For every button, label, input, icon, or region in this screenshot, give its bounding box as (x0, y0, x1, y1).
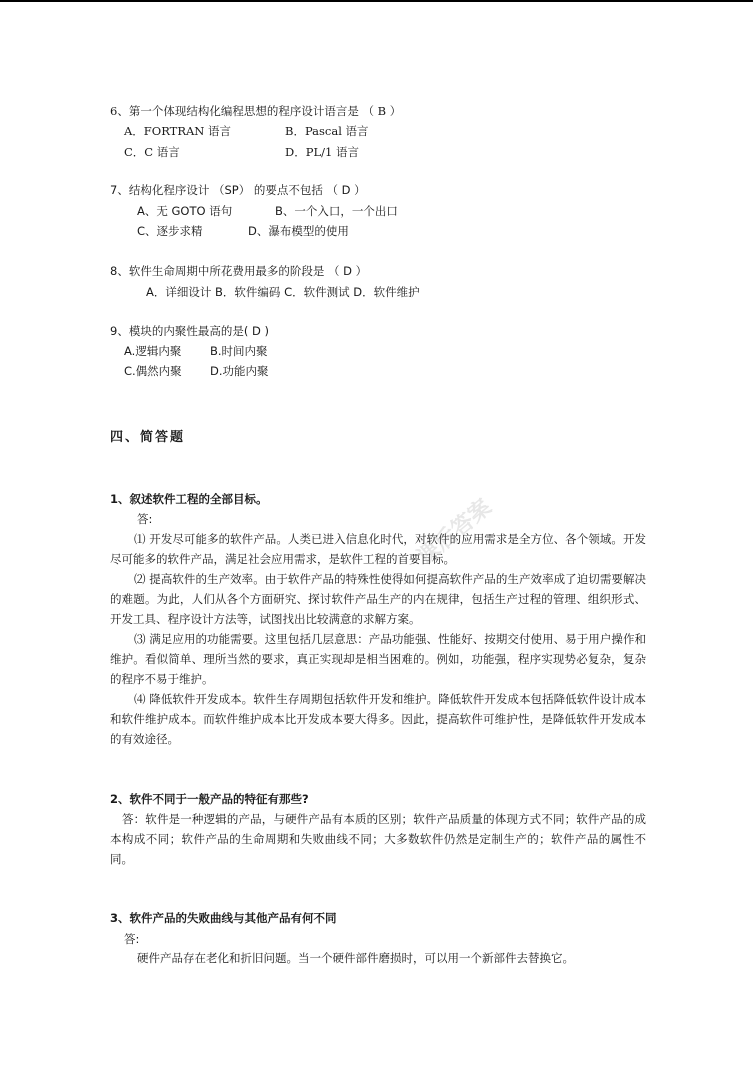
short-question-3-answer-label: 答: (124, 932, 140, 946)
watermark-stamp: 课后答案 (412, 494, 497, 571)
question-9-option-c: C.偶然内聚 (124, 364, 182, 378)
question-7-option-a: A、无 GOTO 语句 (137, 204, 233, 218)
question-7-option-d: D、瀑布模型的使用 (248, 224, 349, 238)
question-9-option-b: B.时间内聚 (210, 344, 268, 358)
question-9-stem: 9、模块的内聚性最高的是( D ) (110, 324, 269, 338)
short-question-3-answer-paragraph: 硬件产品存在老化和折旧问题。当一个硬件部件磨损时，可以用一个新部件去替换它。 (137, 951, 574, 965)
answer-paragraph-2: ⑵ 提高软件的生产效率。由于软件产品的特殊性使得如何提高软件产品的生产效率成了迫切需要解决的难题。为此，人们从各个方面研究、探讨软件产品生产的内在规律，包括生产过程的管理、组织形式、开发工具、程序设计方法等，试图找出比较满意的求解方案。 (110, 572, 646, 626)
question-7-stem: 7、结构化程序设计 （SP） 的要点不包括 （ D ） (110, 183, 366, 197)
top-border-line (0, 0, 753, 2)
question-6-option-c: C．C 语言 (124, 145, 180, 159)
question-6-option-b: B．Pascal 语言 (285, 124, 369, 138)
question-6-option-d: D．PL/1 语言 (285, 145, 359, 159)
answer-paragraph-4: ⑷ 降低软件开发成本。软件生存周期包括软件开发和维护。降低软件开发成本包括降低软件设计成本和软件维护成本。而软件维护成本比开发成本要大得多。因此，提高软件可维护性，是降低软件开发成本的有效途径。 (110, 692, 646, 746)
question-6-stem: 6、第一个体现结构化编程思想的程序设计语言是 （ B ） (110, 104, 402, 118)
answer-paragraph: 答：软件是一种逻辑的产品，与硬件产品有本质的区别；软件产品质量的体现方式不同；软件产品的成本构成不同；软件产品的生命周期和失败曲线不同；大多数软件仍然是定制生产的；软件产品的属性不同。 (110, 812, 646, 866)
question-7-option-c: C、逐步求精 (137, 224, 203, 238)
question-9-option-d: D.功能内聚 (210, 364, 269, 378)
question-7-option-b: B、一个入口，一个出口 (275, 204, 398, 218)
short-question-2-title: 2、软件不同于一般产品的特征有那些? (110, 792, 309, 806)
short-question-1-title: 1、叙述软件工程的全部目标。 (110, 492, 268, 506)
question-8-options: A．详细设计 B．软件编码 C．软件测试 D．软件维护 (146, 285, 420, 299)
question-6-option-a: A．FORTRAN 语言 (124, 124, 232, 138)
short-question-3-title: 3、软件产品的失败曲线与其他产品有何不同 (110, 911, 337, 925)
answer-paragraph-1: ⑴ 开发尽可能多的软件产品。人类已进入信息化时代，对软件的应用需求是全方位、各个领域。开发尽可能多的软件产品，满足社会应用需求，是软件工程的首要目标。 (110, 532, 646, 566)
short-question-2-answer (110, 809, 646, 869)
question-8-stem: 8、软件生命周期中所花费用最多的阶段是 （ D ） (110, 264, 368, 278)
short-question-1-answer-label: 答: (137, 512, 153, 526)
answer-paragraph-3: ⑶ 满足应用的功能需要。这里包括几层意思：产品功能强、性能好、按期交付使用、易于用户操作和维护。看似简单、理所当然的要求，真正实现却是相当困难的。例如，功能强，程序实现势必复杂，复杂的程序不易于维护。 (110, 632, 646, 686)
section-title: 四、简答题 (110, 430, 186, 445)
short-question-1-answer (110, 529, 646, 749)
question-9-option-a: A.逻辑内聚 (124, 344, 182, 358)
